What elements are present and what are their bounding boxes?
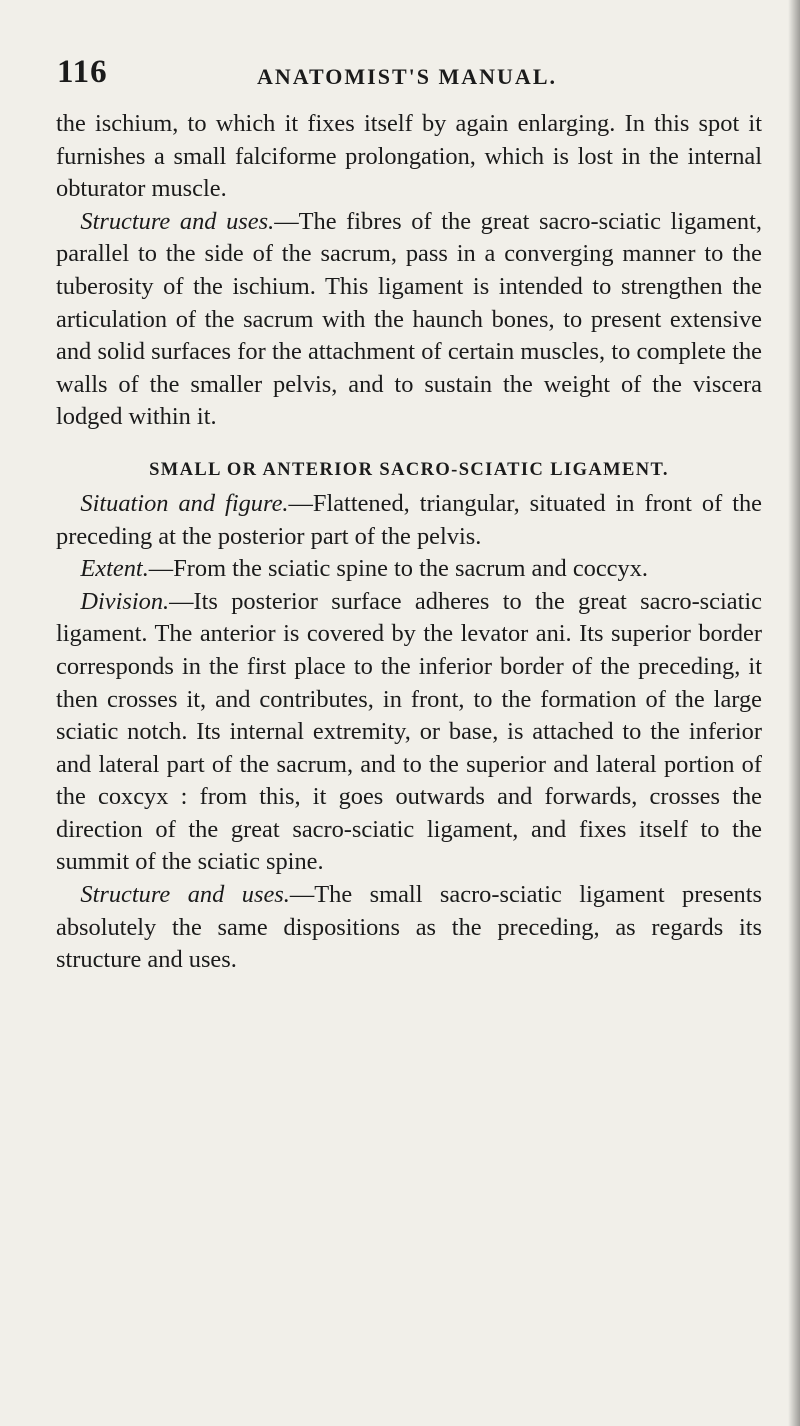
run-in-heading: Structure and uses. [80, 207, 275, 235]
paragraph-structure-uses [56, 206, 762, 434]
run-in-heading: Structure and uses. [80, 881, 290, 909]
paragraph-continuation: the ischium, to which it fixes itself by again enlarging. In this spot it furnishes a small falciforme prolongation, which is lost in the internal obturator muscle. [56, 110, 762, 203]
paragraph-text: —From the sciatic spine to the sacrum and coccyx. [148, 555, 648, 583]
running-head: ANATOMIST'S MANUAL. [257, 64, 557, 89]
paragraph-division [56, 586, 762, 879]
paragraph-text: —Flattened, triangular, situated in front of the preceding at the posterior part of the pelvis. [56, 489, 762, 550]
page-header [57, 54, 757, 94]
run-in-heading: Situation and figure. [80, 489, 289, 517]
page-edge-shadow [788, 0, 800, 1426]
paragraph-situation [56, 488, 762, 553]
paragraph-text: —Its posterior surface adheres to the great sacro-sciatic ligament. The anterior is covered by the levator ani. Its superior border corresponds in the first place to the inferior border of the preceding, it then crosses it, and contributes, in front, to the formation of the large sciatic notch. Its internal extremity, or base, is attached to the inferior and lateral part of the sacrum, and to the superior and lateral portion of the coxcyx : from this, it goes outwards and forwards, crosses the direction of the great sacro-sciatic ligament, and fixes itself to the summit of the sciatic spine. [56, 587, 762, 876]
body-text [56, 108, 762, 977]
section-heading: SMALL OR ANTERIOR SACRO-SCIATIC LIGAMENT. [149, 459, 669, 480]
paragraph-text: —The small sacro-sciatic ligament presents absolutely the same dispositions as the preceding, as regards its structure and uses. [56, 881, 762, 974]
run-in-heading: Division. [80, 587, 170, 615]
paragraph-text: —The fibres of the great sacro-sciatic ligament, parallel to the side of the sacrum, pass in a converging manner to the tuberosity of the ischium. This ligament is intended to strengthen the articulation of the sacrum with the haunch bones, to present extensive and solid surfaces for the attachment of certain muscles, to complete the walls of the smaller pelvis, and to sustain the weight of the viscera lodged within it. [56, 207, 762, 431]
page-number: 116 [57, 54, 108, 90]
paragraph-extent [56, 553, 762, 586]
paragraph-structure-uses-2 [56, 879, 762, 977]
run-in-heading: Extent. [80, 555, 149, 583]
